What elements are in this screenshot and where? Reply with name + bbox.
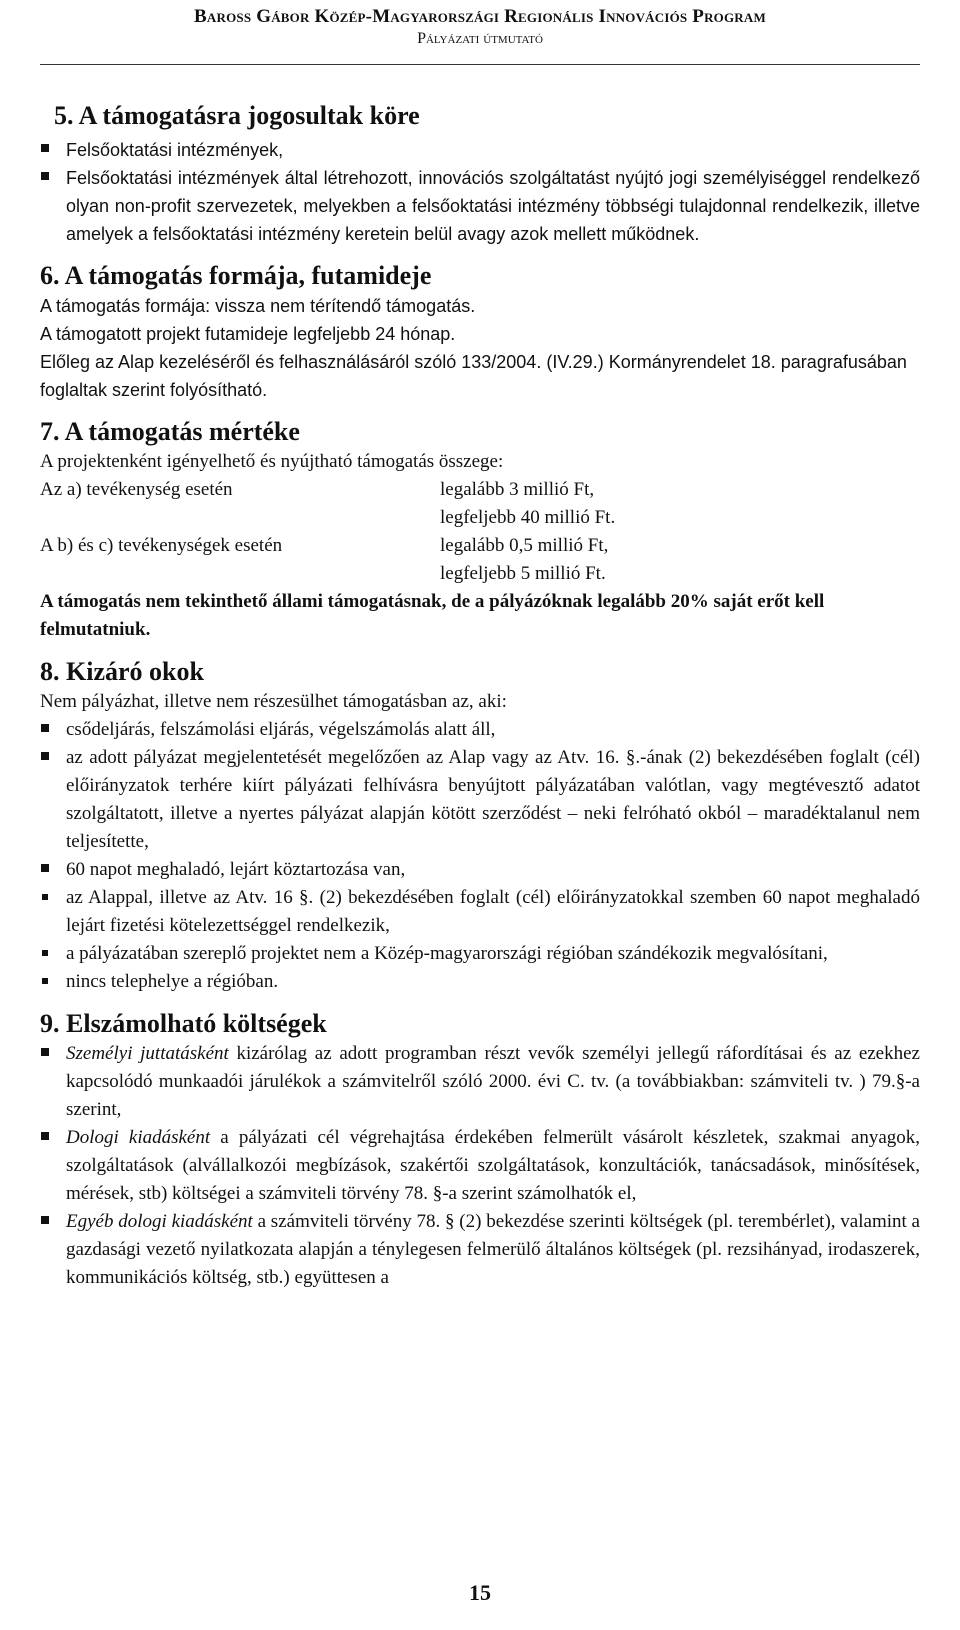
list-item [40,1124,920,1208]
amount-row-bc-min: legalább 0,5 millió Ft, [440,535,609,556]
list-item: az adott pályázat megjelentetését megelőzően az Alap vagy az Atv. 16. §.-ának (2) bekezdésében foglalt (cél) előirányzatok terhére kiírt pályázati felhívásra benyújtott pályázatában valótlan, vagy megtévesztő adatot szolgáltatott, illetve a nyertes pályázat alapján kötött szerződést – neki felróható okból – maradéktalanul nem teljesítette, [40,744,920,856]
cost-term: Dologi kiadásként [66,1127,211,1148]
list-item [40,1208,920,1292]
advance-payment: Előleg az Alap kezeléséről és felhasználásáról szóló 133/2004. (IV.29.) Kormányrendelet 18. paragrafusában foglaltak szerint folyósítható. [40,352,907,400]
own-contribution-note: A támogatás nem tekinthető állami támogatásnak, de a pályázóknak legalább 20% saját erőt kell felmutatniuk. [40,591,825,640]
cost-term: Személyi juttatásként [66,1043,229,1064]
list-item: csődeljárás, felszámolási eljárás, végelszámolás alatt áll, [40,716,920,744]
list-item: 60 napot meghaladó, lejárt köztartozása van, [40,856,920,884]
section-9-title: 9. Elszámolható költségek [40,1009,327,1038]
amount-row-a-max: legfeljebb 40 millió Ft. [440,507,616,528]
eligible-costs-list [40,1040,920,1292]
program-title: Baross Gábor Közép-Magyarországi Regionális Innovációs Program [194,6,766,27]
amount-row-bc-label: A b) és c) tevékenységek esetén [40,535,283,556]
header-divider [40,64,920,65]
amount-row-a-min: legalább 3 millió Ft, [440,479,595,500]
amount-row-a-label: Az a) tevékenység esetén [40,479,233,500]
exclusion-list-cont [40,884,920,996]
list-item [40,1040,920,1124]
section-7-title: 7. A támogatás mértéke [40,417,300,446]
amount-row-a [40,476,920,504]
list-item: nincs telephelye a régióban. [40,968,920,996]
section-5 [40,100,920,248]
amount-intro: A projektenként igényelhető és nyújtható támogatás összege: [40,451,504,472]
document-subtitle: Pályázati útmutató [417,30,543,47]
section-5-list [40,136,920,248]
list-item: Felsőoktatási intézmények, [40,136,920,164]
cost-text: a számviteli törvény 78. § (2) bekezdése szerinti költségek (pl. terembérlet), valamint a gazdasági vezető nyilatkozata alapján a ténylegesen felmerülő általános költségek (pl. rezsihányad, irodaszerek, kommunikációs költség, stb.) együttesen a [66,1211,920,1288]
section-7 [40,416,920,644]
page-number: 15 [469,1580,491,1605]
exclusion-list [40,716,920,884]
list-item: Felsőoktatási intézmények által létrehozott, innovációs szolgáltatást nyújtó jogi személyiséggel rendelkező olyan non-profit szervezetek, melyekben a felsőoktatási intézmény többségi tulajdonnal rendelkezik, illetve amelyek a felsőoktatási intézmény keretein belül avagy azok mellett működnek. [40,164,920,248]
cost-text: kizárólag az adott programban részt vevők személyi jellegű ráfordításai és az ezekhez kapcsolódó munkaadói járulékok a számvitelről szóló 2000. évi C. tv. (a továbbiakban: számviteli tv. ) 79.§-a szerint, [66,1043,920,1120]
amount-row-bc-max: legfeljebb 5 millió Ft. [440,563,606,584]
section-5-title: 5. A támogatásra jogosultak köre [54,101,420,130]
section-8-title: 8. Kizáró okok [40,657,204,686]
cost-text: a pályázati cél végrehajtása érdekében felmerült vásárolt készletek, szakmai anyagok, szolgáltatások (alvállalkozói megbízások, szakértői szolgáltatások, konzultációk, tanácsadások, minősítések, mérések, stb) költségei a számviteli törvény 78. §-a szerint számolhatók el, [66,1127,921,1204]
amount-row-bc [40,532,920,560]
document-body [40,100,920,1292]
section-6-title: 6. A támogatás formája, futamideje [40,261,432,290]
exclusion-intro: Nem pályázhat, illetve nem részesülhet támogatásban az, aki: [40,691,507,712]
section-8 [40,656,920,996]
cost-term: Egyéb dologi kiadásként [66,1211,253,1232]
support-form: A támogatás formája: vissza nem térítendő támogatás. [40,296,476,316]
section-6 [40,260,920,404]
project-duration: A támogatott projekt futamideje legfeljebb 24 hónap. [40,324,456,344]
list-item: az Alappal, illetve az Atv. 16 §. (2) bekezdésében foglalt (cél) előirányzatokkal szemben 60 napot meghaladó lejárt fizetési kötelezettséggel rendelkezik, [40,884,920,940]
list-item: a pályázatában szereplő projektet nem a Közép-magyarországi régióban szándékozik megvalósítani, [40,940,920,968]
section-9 [40,1008,920,1292]
page-header [0,6,960,48]
